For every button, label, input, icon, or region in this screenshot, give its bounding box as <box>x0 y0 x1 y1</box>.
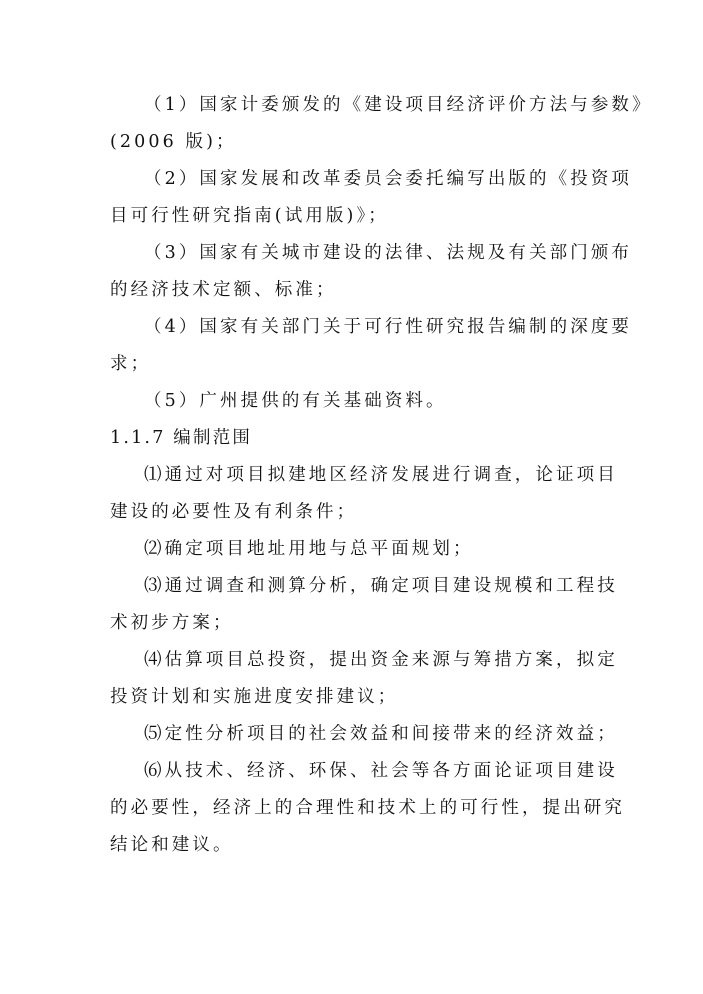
scope-item-1-line-1: ⑴通过对项目拟建地区经济发展进行调查，论证项目 <box>144 465 618 485</box>
basis-item-3-line-2: 的经济技术定额、标准； <box>110 280 337 300</box>
basis-item-1-line-1: （1）国家计委颁发的《建设项目经济评价方法与参数》 <box>144 95 653 115</box>
basis-item-1-line-2: (2006 版)； <box>110 132 237 152</box>
basis-item-2-line-2: 目可行性研究指南(试用版)》； <box>110 206 389 226</box>
scope-item-4-line-1: ⑷估算项目总投资，提出资金来源与筹措方案，拟定 <box>144 650 618 670</box>
basis-item-2-line-1: （2）国家发展和改革委员会委托编写出版的《投资项 <box>144 169 633 189</box>
scope-item-3-line-1: ⑶通过调查和测算分析，确定项目建设规模和工程技 <box>144 576 618 596</box>
scope-item-3-line-2: 术初步方案； <box>110 613 234 633</box>
scope-item-6-line-1: ⑹从技术、经济、环保、社会等各方面论证项目建设 <box>144 761 618 781</box>
scope-item-4-line-2: 投资计划和实施进度安排建议； <box>110 687 399 707</box>
basis-item-4-line-1: （4）国家有关部门关于可行性研究报告编制的深度要 <box>144 317 633 337</box>
scope-item-5-line-1: ⑸定性分析项目的社会效益和间接带来的经济效益； <box>144 724 618 744</box>
scope-item-2-line-1: ⑵确定项目地址用地与总平面规划； <box>144 539 474 559</box>
scope-item-1-line-2: 建设的必要性及有利条件； <box>110 502 358 522</box>
scope-item-6-line-2: 的必要性，经济上的合理性和技术上的可行性，提出研究 <box>110 798 625 818</box>
scope-item-6-line-3: 结论和建议。 <box>110 835 234 855</box>
section-heading: 1.1.7 编制范围 <box>110 428 253 448</box>
basis-item-4-line-2: 求； <box>110 354 152 374</box>
basis-item-3-line-1: （3）国家有关城市建设的法律、法规及有关部门颁布 <box>144 243 633 263</box>
basis-item-5-line-1: （5）广州提供的有关基础资料。 <box>144 391 447 411</box>
